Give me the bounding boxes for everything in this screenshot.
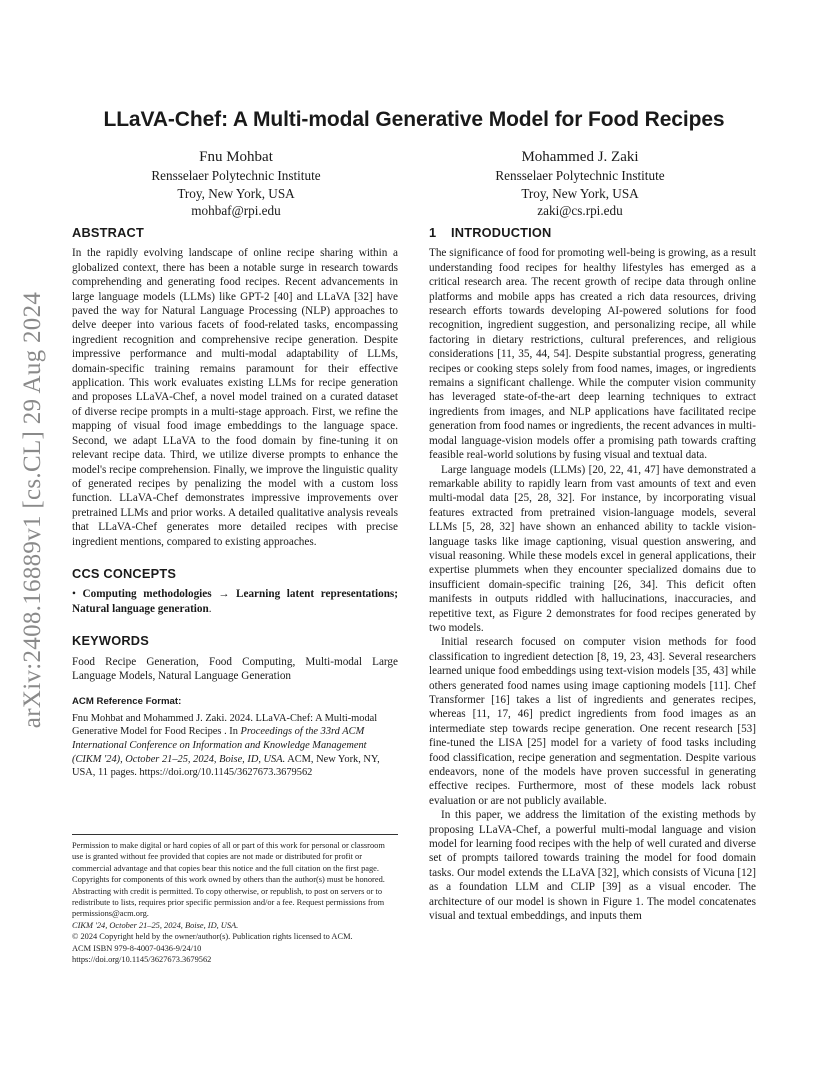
conference-line: CIKM '24, October 21–25, 2024, Boise, ID, USA. [72,920,239,930]
acm-ref-part1: Fnu Mohbat and Mohammed J. Zaki. 2024. LLaVA-Chef: A Multi-modal Generative Model for Food Recipes . In [72,712,378,738]
intro-paragraph-2: Large language models (LLMs) [20, 22, 41, 47] have demonstrated a remarkable ability to rapidly learn from vast amounts of text and even multi-modal data [25, 28, 32]. For instance, by incorporating visual features extracted from pretrained vision-language models, several LLMs [5, 28, 32] have shown an enhanced ability to tackle vision-language tasks like image captioning, visual question answering, and visual reasoning. While these models excel in general applications, their expertise plummets when they encounter specialized domains due to insufficient domain-specific training [26, 34]. This deficit often manifests in outputs riddled with hallucinations, inaccuracies, and repetitive text, as Figure 2 demonstrates for food recipes generated by two models. [429,463,756,634]
acm-ref-part2: ACM, New York, NY, USA, 11 pages. https://doi.org/10.1145/3627673.3679562 [72,753,380,779]
section-title: INTRODUCTION [451,225,552,240]
abstract-text: In the rapidly evolving landscape of online recipe sharing within a globalized context, there has been a notable surge in research towards comprehending and generating food recipes. Recent advancements in large language models (LLMs) like GPT-2 [40] and LLaVA [32] have paved the way for Natural Language Processing (NLP) approaches to delve deeper into various facets of food-related tasks, encompassing ingredient recognition and comprehensive recipe generation. Despite impressive performance and multi-modal adaptability of LLMs, domain-specific training remains paramount for their effective application. This work evaluates existing LLMs for recipe generation and proposes LLaVA-Chef, a novel model trained on a curated dataset of diverse recipe prompts in a multi-stage approach. First, we refine the mapping of visual food image embeddings to the language space. Second, we adapt LLaVA to the food domain by fine-tuning it on relevant recipe data. Third, we utilize diverse prompts to enhance the model's recipe comprehension. Finally, we improve the linguistic quality of generated recipes by penalizing the model with a custom loss function. LLaVA-Chef demonstrates impressive improvements over pretrained LLMs and prior works. A detailed qualitative analysis reveals that LLaVA-Chef generates more detailed recipes with precise ingredient mentions, compared to existing approaches. [72,247,398,548]
author-email: mohbaf@rpi.edu [191,203,281,218]
ccs-bullet: • [72,588,76,601]
author-affiliation: Rensselaer Polytechnic Institute [151,168,321,183]
author-block-1 [86,148,386,220]
isbn-line: ACM ISBN 979-8-4007-0436-9/24/10 [72,943,202,953]
paper-title: LLaVA-Chef: A Multi-modal Generative Model for Food Recipes [103,108,725,131]
author-block-2 [430,148,730,220]
acm-ref-heading: ACM Reference Format: [72,696,182,708]
ccs-concepts: Computing methodologies → Learning latent representations; Natural language generation [72,588,398,615]
ccs-period: . [208,602,212,615]
acm-ref-text [72,712,398,780]
author-location: Troy, New York, USA [521,185,639,201]
right-column [429,226,756,924]
permission-notice: Permission to make digital or hard copies of all or part of this work for personal or classroom use is granted without fee provided that copies are not made or distributed for profit or commercial advantage and that copies bear this notice and the full citation on the first page. Copyrights for components of this work owned by others than the author(s) must be honored. Abstracting with credit is permitted. To copy otherwise, or republish, to post on servers or to redistribute to lists, requires prior specific permission and/or a fee. Request permissions from permissions@acm.org. [72,841,385,919]
intro-paragraph-4: In this paper, we address the limitation of the existing methods by proposing LLaVA-Chef, a powerful multi-modal language and vision model for learning food recipes with the help of well curated and diverse set of prompts tailored towards training the model for food domain tasks. Our model extends the LLaVA [32], which consists of Vicuna [12] as a foundation LLM and CLIP [39] as a visual encoder. The architecture of our model is shown in Figure 1. The model concatenates visual and textual embeddings, and inputs them [429,809,756,923]
author-email: zaki@cs.rpi.edu [537,203,623,218]
ccs-heading: CCS CONCEPTS [72,565,177,581]
copyright-footnote [72,834,398,965]
ccs-text [72,587,398,616]
intro-paragraph-1: The significance of food for promoting well-being is growing, as a result understanding food recipes for healthy lifestyles has emerged as a critical research area. The recent growth of recipe data through online platforms and mobile apps has created a rich data resources, driving research efforts towards developing AI-powered solutions for food recognition, ingredient suggestion, and personalizing recipe, all while factoring in dietary restrictions, cultural preferences, and religious considerations [11, 35, 44, 54]. Despite substantial progress, generating recipes or cooking steps solely from food names, images, or ingredients remains a significant challenge. While the computer vision community has leveraged state-of-the-art deep learning techniques to extract ingredients from images, and NLP applications have facilitated recipe generation from food names or ingredients, the recent advances in multi-modal language-vision models offer a promising path towards crafting feasible real-world solutions by fusing visual and textual data. [429,247,756,462]
doi-line: https://doi.org/10.1145/3627673.3679562 [72,955,212,965]
author-name: Mohammed J. Zaki [521,149,639,165]
author-affiliation: Rensselaer Polytechnic Institute [495,168,665,183]
abstract-heading: ABSTRACT [72,225,144,240]
arxiv-side-identifier [18,280,48,740]
keywords-text: Food Recipe Generation, Food Computing, Multi-modal Large Language Models, Natural Language Generation [72,655,398,682]
introduction-heading [429,226,756,240]
arxiv-id-text: arXiv:2408.16889v1 [cs.CL] 29 Aug 2024 [19,291,46,729]
intro-paragraph-3: Initial research focused on computer vision methods for food classification to ingredient detection [8, 19, 23, 43]. Several researchers learned unique food embeddings using text-vision models [35, 43] while others generated food names using image captioning models [11]. Chef Transformer [16] takes a list of ingredients and generates recipes, whereas [11, 17, 46] predict ingredients from food images as an intermediate step towards recipe generation. One recent research [53] fine-tuned the LISA [25] model for a variety of food tasks including food classification, recipe generation and segmentation. Despite various endeavors, none of the models have proven successful in generating effective recipes. Furthermore, most of these models lack robust evaluation or are not publicly available. [429,636,756,807]
author-name: Fnu Mohbat [199,149,273,165]
acm-ref-proceedings: Proceedings of the 33rd ACM International Conference on Information and Knowledge Management (CIKM '24), October 21–25, 2024, Boise, ID, USA. [72,726,367,765]
author-location: Troy, New York, USA [177,185,295,201]
keywords-heading: KEYWORDS [72,633,149,649]
copyright-line: © 2024 Copyright held by the owner/author(s). Publication rights licensed to ACM. [72,932,353,942]
left-column [72,226,398,780]
section-number: 1 [429,225,437,240]
